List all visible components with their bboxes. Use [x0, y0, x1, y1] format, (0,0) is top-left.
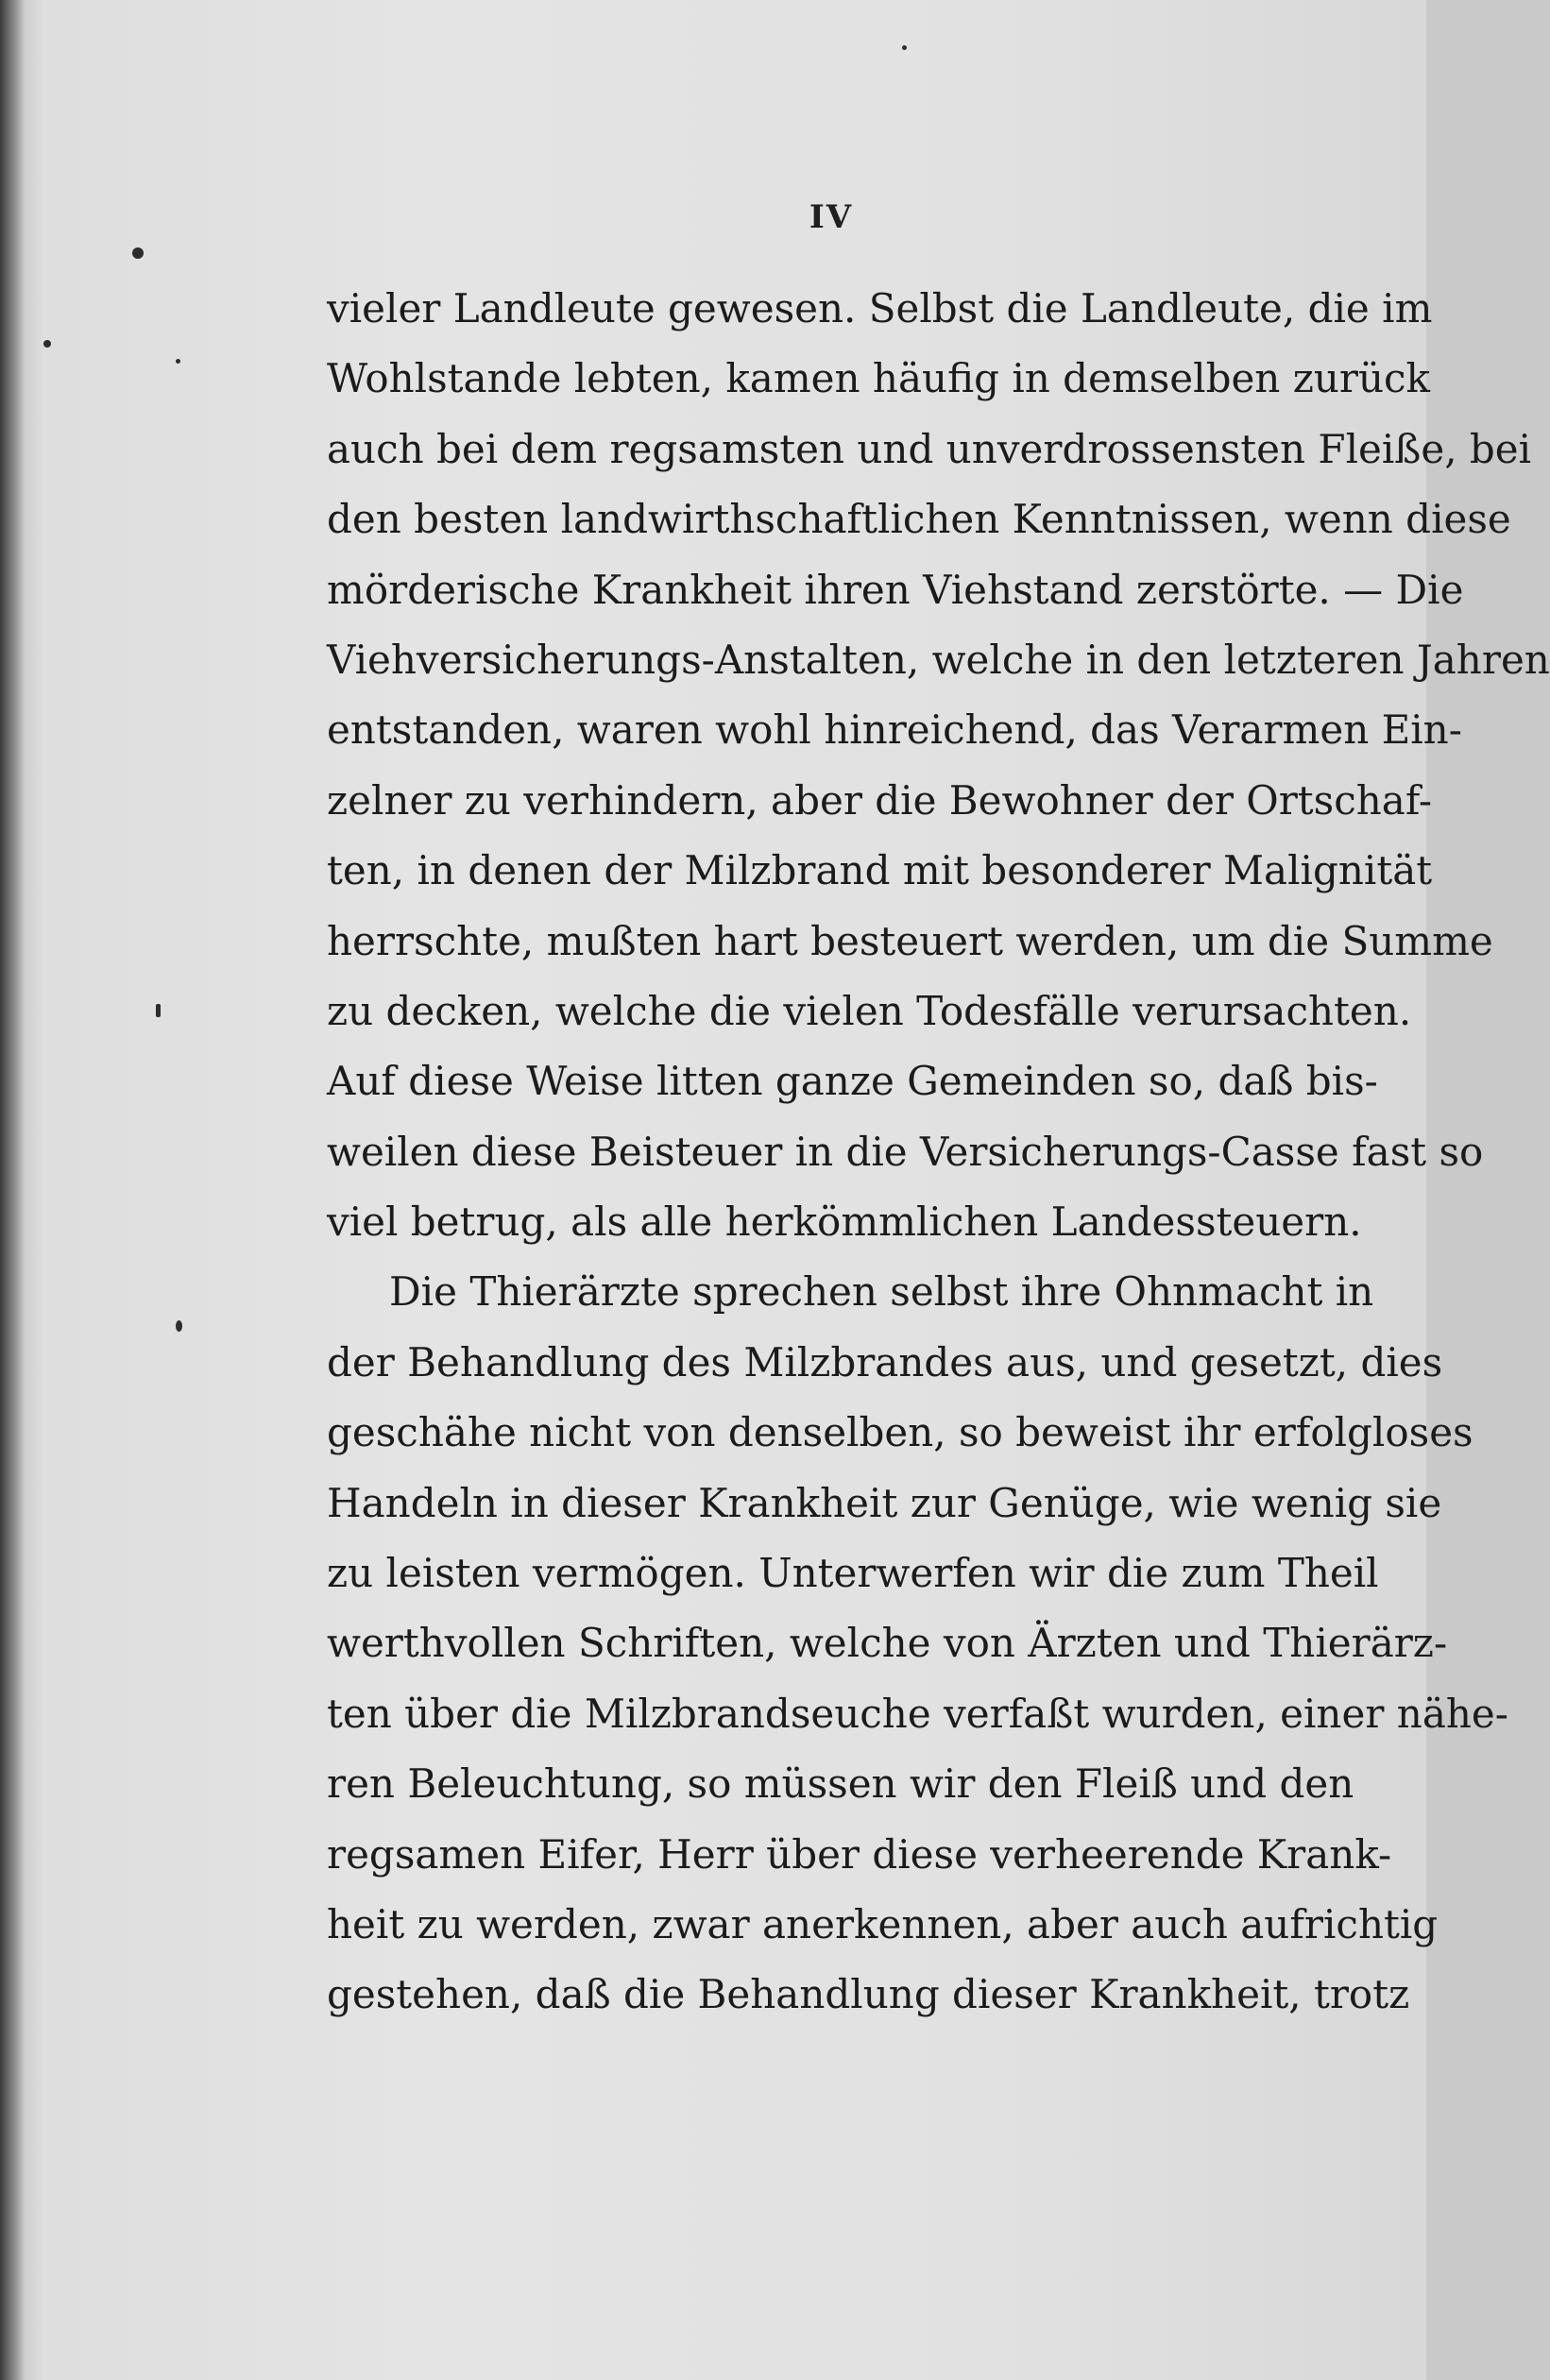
- paragraph: [327, 1257, 1508, 2030]
- text-line: Wohlstande lebten, kamen häufig in demselben zurück: [327, 355, 1430, 402]
- text-line: gestehen, daß die Behandlung dieser Krankheit, trotz: [327, 1971, 1410, 2018]
- paragraph: [327, 274, 1550, 1257]
- text-line: Viehversicherungs-Anstalten, welche in den letzteren Jahren: [327, 636, 1550, 683]
- text-line: ren Beleuchtung, so müssen wir den Fleiß und den: [327, 1760, 1354, 1808]
- text-line: entstanden, waren wohl hinreichend, das Verarmen Ein-: [327, 706, 1462, 754]
- page-number: IV: [809, 198, 854, 236]
- body-text: [327, 274, 1550, 2031]
- text-line: herrschte, mußten hart besteuert werden, um die Summe: [327, 917, 1493, 964]
- text-line: ten über die Milzbrandseuche verfaßt wurden, einer nähe-: [327, 1690, 1508, 1737]
- text-line: zu decken, welche die vielen Todesfälle verursachten.: [327, 987, 1412, 1034]
- text-line: werthvollen Schriften, welche von Ärzten und Thierärz-: [327, 1620, 1448, 1667]
- text-line: geschähe nicht von denselben, so beweist ihr erfolgloses: [327, 1409, 1473, 1456]
- ink-speck: [43, 340, 51, 348]
- text-line: weilen diese Beisteuer in die Versicherungs-Casse fast so: [327, 1128, 1484, 1175]
- text-line: den besten landwirthschaftlichen Kenntnissen, wenn diese: [327, 496, 1511, 543]
- ink-speck: [156, 1004, 161, 1017]
- ink-speck: [902, 45, 907, 50]
- text-line: Die Thierärzte sprechen selbst ihre Ohnmacht in: [389, 1268, 1374, 1316]
- text-line: viel betrug, als alle herkömmlichen Landessteuern.: [327, 1198, 1362, 1246]
- text-line: auch bei dem regsamsten und unverdrossensten Fleiße, bei: [327, 425, 1532, 472]
- text-line: ten, in denen der Milzbrand mit besonderer Malignität: [327, 847, 1433, 894]
- text-line: Handeln in dieser Krankheit zur Genüge, wie wenig sie: [327, 1479, 1442, 1526]
- text-line: regsamen Eifer, Herr über diese verheerende Krank-: [327, 1830, 1392, 1878]
- text-line: der Behandlung des Milzbrandes aus, und gesetzt, dies: [327, 1338, 1443, 1386]
- text-line: mörderische Krankheit ihren Viehstand zerstörte. — Die: [327, 566, 1464, 613]
- text-line: heit zu werden, zwar anerkennen, aber auch aufrichtig: [327, 1900, 1439, 1947]
- ink-speck: [132, 247, 144, 259]
- ink-speck: [176, 359, 180, 364]
- text-line: Auf diese Weise litten ganze Gemeinden so, daß bis-: [327, 1058, 1378, 1105]
- binding-shadow: [0, 0, 25, 2380]
- text-line: vieler Landleute gewesen. Selbst die Landleute, die im: [327, 285, 1433, 332]
- text-line: zelner zu verhindern, aber die Bewohner der Ortschaf-: [327, 776, 1433, 824]
- ink-speck: [176, 1320, 182, 1332]
- text-line: zu leisten vermögen. Unterwerfen wir die zum Theil: [327, 1550, 1379, 1597]
